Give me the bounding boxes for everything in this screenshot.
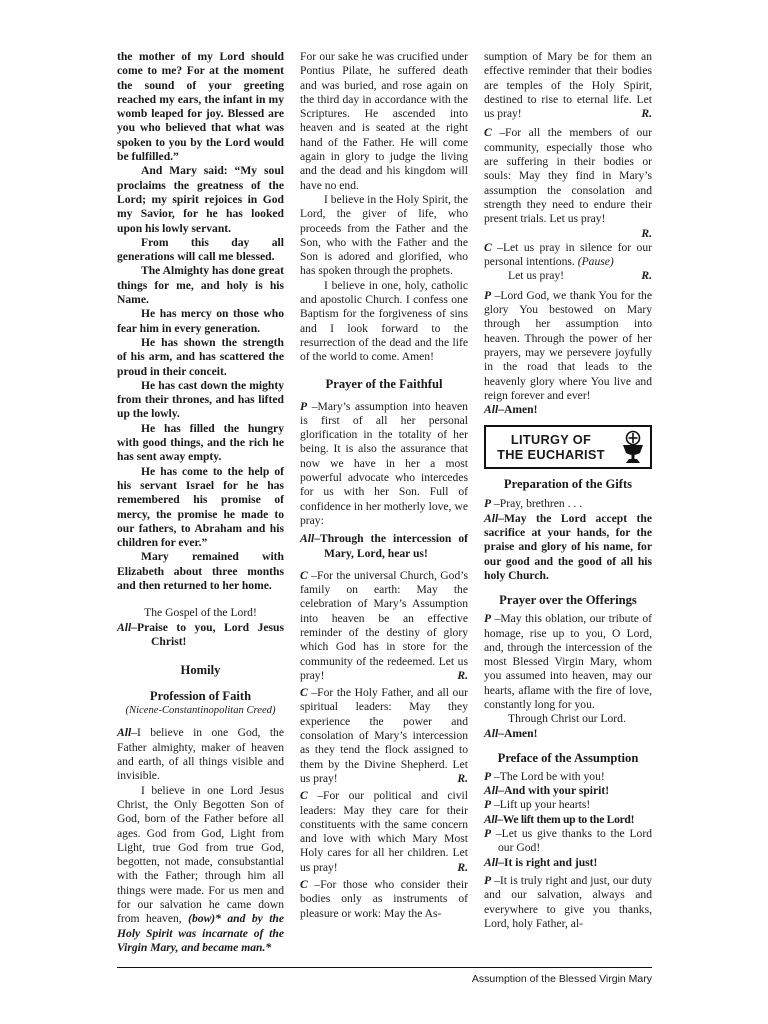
creed-paragraph: For our sake he was crucified under Pontius Pilate, he suffered death and was buried, and rose again on the third day in accordance with the Scriptures. He ascended into heaven and is seated at the right hand of the Father. He will come again in glory to judge the living and the dead and his kingdom will have no end. bbox=[300, 50, 468, 192]
commentator-label: C bbox=[484, 240, 492, 254]
people-response: All–May the Lord accept the sacrifice at your hands, for the praise and glory of his name, for our good and the good of all his holy Church. bbox=[484, 511, 652, 582]
priest-label: P bbox=[300, 399, 308, 413]
banner-title: LITURGY OF THE EUCHARIST bbox=[497, 432, 605, 463]
creed-paragraph: All–I believe in one God, the Father almighty, maker of heaven and earth, of all things visible and invisible. bbox=[117, 726, 284, 783]
all-label: All bbox=[484, 784, 499, 798]
magnificat-verse: He has mercy on those who fear him in every generation. bbox=[117, 307, 284, 335]
chalice-host-icon bbox=[616, 429, 650, 465]
dialogue-line: P –The Lord be with you! bbox=[484, 769, 605, 783]
response-line: Let us pray! R. bbox=[508, 269, 652, 283]
all-label: All bbox=[484, 812, 498, 826]
magnificat-verse: He has shown the strength of his arm, and has scattered the proud in their conceit. bbox=[117, 335, 284, 378]
all-label: All bbox=[484, 726, 499, 740]
people-response: All–Amen! bbox=[484, 726, 538, 740]
preface-text: P –It is truly right and just, our duty and our salvation, always and everywhere to give you thanks, Lord, holy Father, al- bbox=[484, 873, 652, 930]
intercession: C –For the Holy Father, and all our spiritual leaders: May they experience the power and consolation of Mary’s intercession as they tend the flock assigned to them by the Divine Shepherd. Let us pray! R. bbox=[300, 686, 469, 785]
intercession: C –Let us pray in silence for our personal intentions. (Pause) bbox=[484, 240, 652, 269]
priest-label: P bbox=[484, 798, 492, 812]
priest-line: P –Pray, brethren . . . bbox=[484, 497, 583, 511]
footer-rule bbox=[117, 967, 652, 968]
intercession: sumption of Mary be for them an effective reminder that their bodies are temples of the Holy Spirit, destined to rise to eternal life. Let us pray! R. bbox=[484, 50, 652, 121]
people-response: All–Praise to you, Lord Jesus Christ! bbox=[117, 620, 284, 648]
all-label: All bbox=[484, 855, 499, 869]
response-marker: R. bbox=[457, 771, 468, 785]
people-response: All–Amen! bbox=[484, 403, 538, 417]
gospel-text: the mother of my Lord should come to me? For at the moment the sound of your greeting reached my ears, the infant in my womb leaped for joy. Blessed are you who believed that what was spoken to you by the Lord would be fulfilled.” bbox=[117, 50, 284, 164]
magnificat-verse: And Mary said: “My soul proclaims the greatness of the Lord; my spirit rejoices in God my Savior, for he has looked upon his lowly servant. bbox=[117, 164, 284, 235]
profession-subtitle: (Nicene-Constantinopolitan Creed) bbox=[125, 705, 276, 717]
column-2 bbox=[300, 50, 468, 921]
all-label: All bbox=[300, 532, 315, 546]
offerings-heading: Prayer over the Offerings bbox=[499, 593, 637, 608]
commentator-label: C bbox=[300, 789, 308, 803]
magnificat-verse: The Almighty has done great things for me, and holy is his Name. bbox=[117, 264, 284, 307]
commentator-label: C bbox=[300, 878, 308, 892]
response-marker: R. bbox=[641, 226, 652, 240]
magnificat-verse: He has come to the help of his servant Israel for he has remembered his promise of mercy, the promise he made to our fathers, to Abraham and his children for ever.” bbox=[117, 464, 284, 550]
pause-note: (Pause) bbox=[577, 255, 614, 269]
priest-label: P bbox=[484, 497, 492, 511]
bow-instruction: (bow)* and by the Holy Spirit was incarnate of the Virgin Mary, and became man.* bbox=[117, 912, 285, 954]
intercession: C –For the universal Church, God’s family on earth: May the celebration of Mary’s Assumption into heaven be an effective reminder of the destiny of glory which God has in store for the community of the redeemed. Let us pray! R. bbox=[300, 568, 469, 682]
commentator-label: C bbox=[300, 568, 308, 582]
priest-label: P bbox=[484, 612, 492, 626]
response-marker: R. bbox=[641, 107, 652, 121]
response-marker: R. bbox=[457, 860, 468, 874]
dialogue-response: All–We lift them up to the Lord! bbox=[484, 812, 635, 826]
gospel-closing-text: Mary remained with Elizabeth about three months and then returned to her home. bbox=[117, 550, 284, 592]
people-response: All–Through the intercession of Mary, Lord, hear us! bbox=[300, 532, 468, 560]
creed-paragraph: I believe in one Lord Jesus Christ, the Only Begotten Son of God, born of the Father before all ages. God from God, Light from Light, true God from true God, begotten, not made, consubstantial with the Father; through him all things were made. For us men and for our salvation he came down from heaven, (bow)* and by the Holy Spirit was incarnate of the Virgin Mary, and became man.* bbox=[117, 783, 285, 954]
dialogue-line: P –Let us give thanks to the Lord our God! bbox=[484, 827, 652, 855]
gifts-heading: Preparation of the Gifts bbox=[503, 477, 633, 492]
intercession: C –For those who consider their bodies only as instruments of pleasure or work: May the As- bbox=[300, 878, 468, 920]
commentator-label: C bbox=[300, 686, 308, 700]
homily-heading: Homily bbox=[180, 663, 221, 678]
dialogue-line: P –Lift up your hearts! bbox=[484, 798, 591, 812]
priest-label: P bbox=[484, 769, 492, 783]
magnificat-verse: He has filled the hungry with good things, and the rich he has sent away empty. bbox=[117, 421, 284, 464]
column-3 bbox=[484, 50, 652, 931]
intercession: C –For our political and civil leaders: May they care for their constituents with the same concern and love with which Mary Most Holy cares for all her children. Let us pray! R. bbox=[300, 789, 468, 874]
priest-label: P bbox=[484, 827, 492, 841]
priest-prayer: P –May this oblation, our tribute of homage, rise up to you, O Lord, and, through the intercession of the most Blessed Virgin Mary, whom you assumed into heaven, may our hearts, aflame with the fire of love, constantly long for you. bbox=[484, 612, 652, 711]
creed-paragraph: I believe in the Holy Spirit, the Lord, the giver of life, who proceeds from the Father and the Son, who with the Father and the Son is adored and glorified, who has spoken through the prophets. bbox=[300, 192, 468, 278]
liturgy-eucharist-banner bbox=[484, 425, 652, 469]
response-line bbox=[484, 227, 652, 241]
gospel-acclamation: The Gospel of the Lord! bbox=[144, 606, 257, 620]
magnificat-verse: From this day all generations will call me blessed. bbox=[117, 235, 284, 264]
column-1 bbox=[117, 50, 284, 955]
profession-heading: Profession of Faith bbox=[149, 689, 252, 704]
doxology-line: Through Christ our Lord. bbox=[508, 712, 626, 726]
page-footer: Assumption of the Blessed Virgin Mary bbox=[471, 973, 652, 985]
priest-label: P bbox=[484, 873, 492, 887]
priest-closing-prayer: P –Lord God, we thank You for the glory You bestowed on Mary through her assumption into heaven. Through the power of her prayers, may we persevere joyfully in the road that leads to the heavenly glory where You live and reign forever and ever! bbox=[484, 288, 652, 402]
response-marker: R. bbox=[457, 668, 468, 682]
all-label: All bbox=[117, 726, 132, 740]
dialogue-response: All–It is right and just! bbox=[484, 855, 598, 869]
intercession: C –For all the members of our community, especially those who are suffering in their bodies or souls: May they find in Mary’s assumption the consolation and strength they need to endure their present trials. Let us pray! bbox=[484, 126, 652, 226]
commentator-label: C bbox=[484, 126, 492, 140]
priest-intro: P –Mary’s assumption into heaven is first of all her personal glorification in the totality of her being. It is also the assurance that now we have in her a most powerful advocate who intercedes for us with her Son. Full of confidence in her motherly love, we pray: bbox=[300, 399, 468, 527]
all-label: All bbox=[484, 403, 499, 417]
preface-heading: Preface of the Assumption bbox=[497, 750, 639, 765]
response-marker: R. bbox=[641, 269, 652, 283]
all-label: All bbox=[484, 511, 499, 525]
faithful-heading: Prayer of the Faithful bbox=[325, 376, 443, 391]
priest-label: P bbox=[484, 288, 492, 302]
magnificat-verse: He has cast down the mighty from their thrones, and has lifted up the lowly. bbox=[117, 378, 284, 421]
dialogue-response: All–And with your spirit! bbox=[484, 784, 610, 798]
creed-paragraph: I believe in one, holy, catholic and apostolic Church. I confess one Baptism for the forgiveness of sins and I look forward to the resurrection of the dead and the life of the world to come. Amen! bbox=[300, 278, 468, 364]
all-label: All bbox=[117, 620, 132, 634]
